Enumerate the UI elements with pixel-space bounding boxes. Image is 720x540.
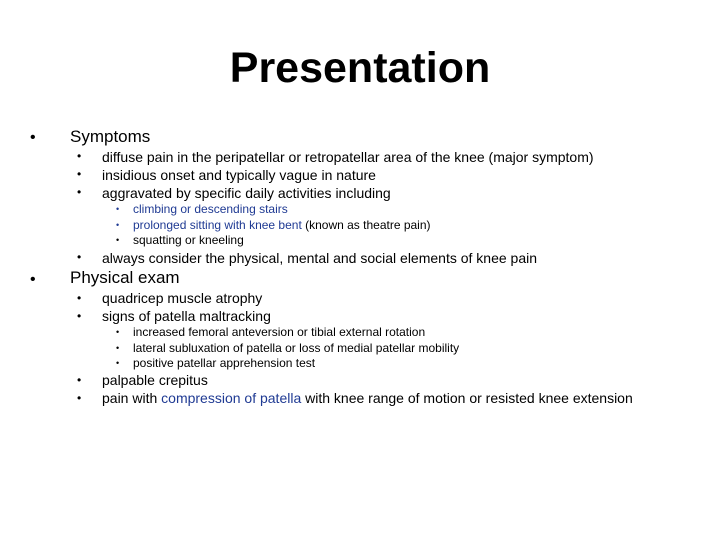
symptom-sub-item-2 [133,218,431,232]
symptom-sub-item-2-main: prolonged sitting with knee bent [133,218,302,232]
bullet-exam-sub-3: • [116,358,120,368]
exam-item-4-highlight: compression of patella [161,390,302,406]
symptom-sub-item-3: squatting or kneeling [133,233,244,247]
bullet-symptom-3: • [77,185,82,199]
symptom-item-3: aggravated by specific daily activities including [102,185,391,201]
bullet-symptom-2: • [77,167,82,181]
exam-item-3: palpable crepitus [102,372,208,388]
bullet-symptoms: • [30,129,36,146]
slide-title: Presentation [229,44,491,92]
symptom-item-2: insidious onset and typically vague in nature [102,167,376,183]
bullet-symptom-sub-2: • [116,220,120,230]
symptom-item-4: always consider the physical, mental and social elements of knee pain [102,250,538,266]
exam-sub-item-2: lateral subluxation of patella or loss of medial patellar mobility [133,341,460,355]
exam-item-4 [102,390,633,406]
bullet-exam-4: • [77,391,82,405]
symptom-item-1: diffuse pain in the peripatellar or retropatellar area of the knee (major symptom) [102,149,594,165]
exam-item-4-end: with knee range of motion or resisted knee extension [301,390,633,406]
bullet-symptom-4: • [77,250,82,264]
exam-item-2: signs of patella maltracking [102,308,271,324]
bullet-exam-2: • [77,309,82,323]
symptom-sub-item-1: climbing or descending stairs [133,202,288,216]
symptom-sub-item-2-note: (known as theatre pain) [301,218,431,232]
bullet-symptom-sub-3: • [116,235,120,245]
exam-item-1: quadricep muscle atrophy [102,290,263,306]
bullet-symptom-sub-1: • [116,204,120,214]
bullet-exam-3: • [77,373,82,387]
bullet-symptom-1: • [77,149,82,163]
exam-heading: Physical exam [70,268,180,287]
bullet-exam-1: • [77,291,82,305]
bullet-exam: • [30,271,36,288]
exam-item-4-start: pain with [102,390,162,406]
bullet-exam-sub-2: • [116,343,120,353]
bullet-exam-sub-1: • [116,327,120,337]
exam-sub-item-3: positive patellar apprehension test [133,356,316,370]
symptoms-heading: Symptoms [70,127,151,146]
exam-sub-item-1: increased femoral anteversion or tibial external rotation [133,325,426,339]
